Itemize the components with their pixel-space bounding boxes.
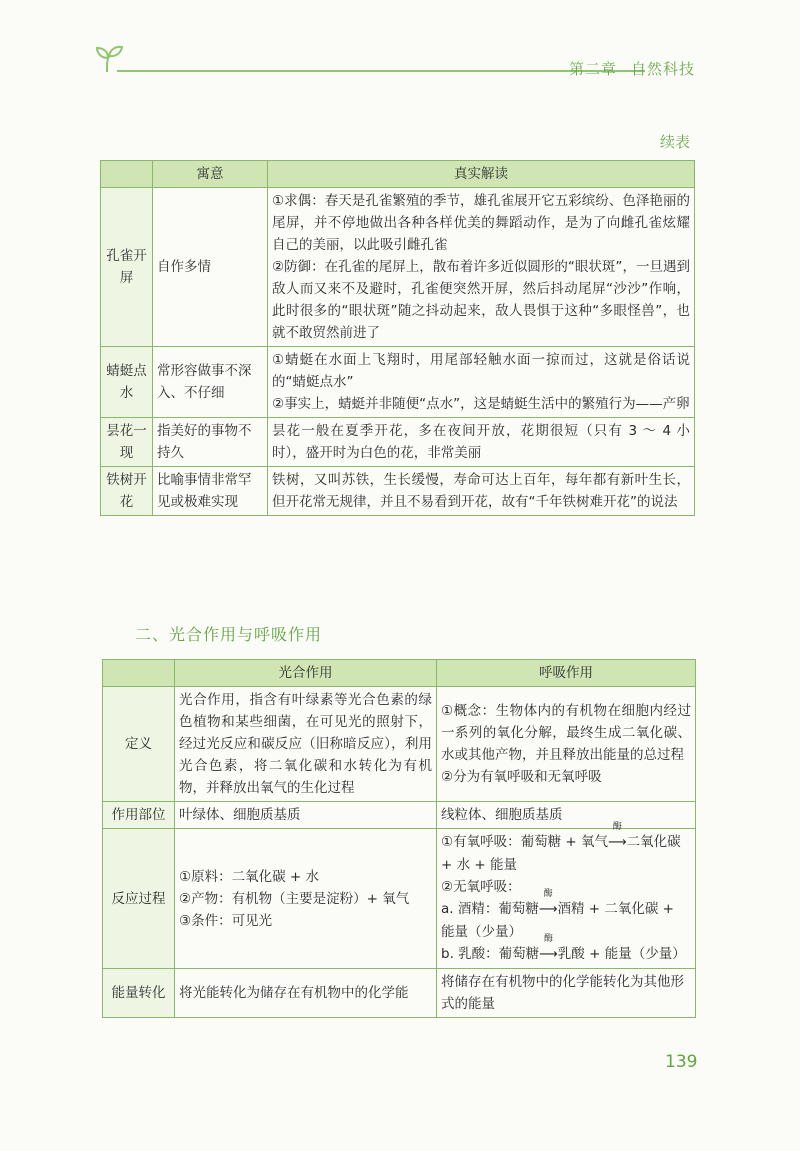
aerobic-products: 二氧化碳 + 水 + 能量 (441, 834, 681, 873)
interpretation-line: 铁树，又叫苏铁，生长缓慢，寿命可达上百年，每年都有新叶生长，但开花常无规律，并且不易看到开花，故有“千年铁树难开花”的说法 (272, 472, 690, 510)
table-row (101, 188, 695, 347)
process-line: ②无氧呼吸： (441, 879, 521, 895)
process-line: ③条件：可见光 (179, 912, 273, 929)
respiration-process (437, 822, 696, 969)
row-term: 昙花一现 (101, 418, 153, 467)
lactic-products: 乳酸 + 能量（少量） (557, 946, 686, 962)
table-row (101, 418, 695, 467)
photosynthesis-definition: 光合作用，指含有叶绿素等光合色素的绿色植物和某些细菌，在可见光的照射下，经过光反应和碳反应（旧称暗反应），利用光合色素，将二氧化碳和水转化为有机物，并释放出氧气的生化过程 (175, 687, 437, 802)
row-interpretation (268, 418, 695, 467)
table-row-process (103, 829, 696, 969)
alcohol-products: 酒精 + 二氧化碳 + 能量（少量） (441, 901, 674, 940)
interpretation-line: ①蜻蜓在水面上飞翔时，用尾部轻触水面一掠而过，这就是俗话说的“蜻蜓点水” (272, 352, 690, 390)
process-line (441, 934, 691, 966)
row-term: 孔雀开屏 (101, 188, 153, 347)
photosynthesis-energy: 将光能转化为储存在有机物中的化学能 (175, 969, 437, 1018)
row-interpretation (268, 188, 695, 347)
lactic-reactants: b. 乳酸：葡萄糖 (441, 946, 540, 962)
table-header-row (101, 161, 695, 188)
header-cell-interpretation: 真实解读 (268, 161, 695, 188)
enzyme-arrow (538, 889, 558, 921)
header-cell-respiration: 呼吸作用 (437, 660, 696, 687)
table-row-energy (103, 969, 696, 1018)
enzyme-label: 酶 (543, 889, 553, 899)
chapter-number: 第二章 (568, 60, 617, 78)
row-term: 蜻蜓点水 (101, 347, 153, 418)
row-interpretation (268, 467, 695, 516)
photosynthesis-process (175, 829, 437, 969)
enzyme-label: 酶 (612, 822, 622, 832)
alcohol-reactants: a. 酒精：葡萄糖 (441, 901, 539, 917)
interpretation-line: ①求偶：春天是孔雀繁殖的季节，雄孔雀展开它五彩缤纷、色泽艳丽的尾屏，并不停地做出各种各样优美的舞蹈动作，是为了向雌孔雀炫耀自己的美丽，以此吸引雌孔雀 (272, 193, 690, 253)
row-label: 作用部位 (103, 802, 175, 829)
row-interpretation (268, 347, 695, 418)
enzyme-label: 酶 (543, 934, 553, 944)
interpretation-line: 昙花一般在夏季开花，多在夜间开放，花期很短（只有 3 ～ 4 小时），盛开时为白色的花，非常美丽 (272, 423, 690, 461)
continued-label: 续表 (659, 133, 690, 151)
interpretation-line: ②事实上，蜻蜓并非随便“点水”，这是蜻蜓生活中的繁殖行为——产卵 (272, 396, 690, 412)
row-label: 定义 (103, 687, 175, 802)
process-line: ①原料：二氧化碳 + 水 (179, 868, 319, 885)
header-cell-blank (103, 660, 175, 687)
chapter-title: 自然科技 (630, 60, 695, 78)
table-header-row (103, 660, 696, 687)
process-line (441, 889, 691, 943)
photosynthesis-respiration-table (102, 659, 696, 1018)
enzyme-arrow (608, 822, 627, 854)
table-row (101, 347, 695, 418)
row-label: 能量转化 (103, 969, 175, 1018)
arrow-icon: ⟶ (608, 835, 627, 850)
respiration-site: 线粒体、细胞质基质 (437, 802, 696, 829)
page-header (95, 42, 695, 82)
chapter-label (555, 58, 695, 79)
interpretation-line: ②防御：在孔雀的尾屏上，散布着许多近似圆形的“眼状斑”，一旦遇到敌人而又来不及避时，孔雀便突然开屏，然后抖动尾屏“沙沙”作响，此时很多的“眼状斑”随之抖动起来，敌人畏惧于这种“多眼怪兽”，也就不敢贸然前进了 (272, 259, 690, 341)
section-title: 二、光合作用与呼吸作用 (135, 625, 323, 644)
header-cell-meaning: 寓意 (153, 161, 268, 188)
row-label: 反应过程 (103, 829, 175, 969)
photosynthesis-site: 叶绿体、细胞质基质 (175, 802, 437, 829)
table-row-definition (103, 687, 696, 802)
aerobic-reactants: ①有氧呼吸：葡萄糖 + 氧气 (441, 834, 608, 850)
table-row (101, 467, 695, 516)
idiom-table (100, 160, 695, 516)
process-line (441, 822, 691, 876)
row-meaning: 自作多情 (153, 188, 268, 347)
respiration-concept: ①概念：生物体内的有机物在细胞内经过一系列的氧化分解，最终生成二氧化碳、水或其他产物，并且释放出能量的总过程 (441, 703, 691, 763)
process-line: ②产物：有机物（主要是淀粉）+ 氧气 (179, 890, 410, 907)
arrow-icon: ⟶ (539, 947, 558, 962)
respiration-definition (437, 687, 696, 802)
arrow-icon: ⟶ (538, 902, 558, 917)
header-cell-blank (101, 161, 153, 188)
row-meaning: 常形容做事不深入、不仔细 (153, 347, 268, 418)
respiration-types: ②分为有氧呼吸和无氧呼吸 (441, 769, 602, 785)
header-cell-photosynthesis: 光合作用 (175, 660, 437, 687)
page-number: 139 (665, 1052, 698, 1072)
respiration-energy: 将储存在有机物中的化学能转化为其他形式的能量 (437, 969, 696, 1018)
enzyme-arrow (539, 934, 558, 966)
table-row-site (103, 802, 696, 829)
row-meaning: 指美好的事物不持久 (153, 418, 268, 467)
row-term: 铁树开花 (101, 467, 153, 516)
row-meaning: 比喻事情非常罕见或极难实现 (153, 467, 268, 516)
